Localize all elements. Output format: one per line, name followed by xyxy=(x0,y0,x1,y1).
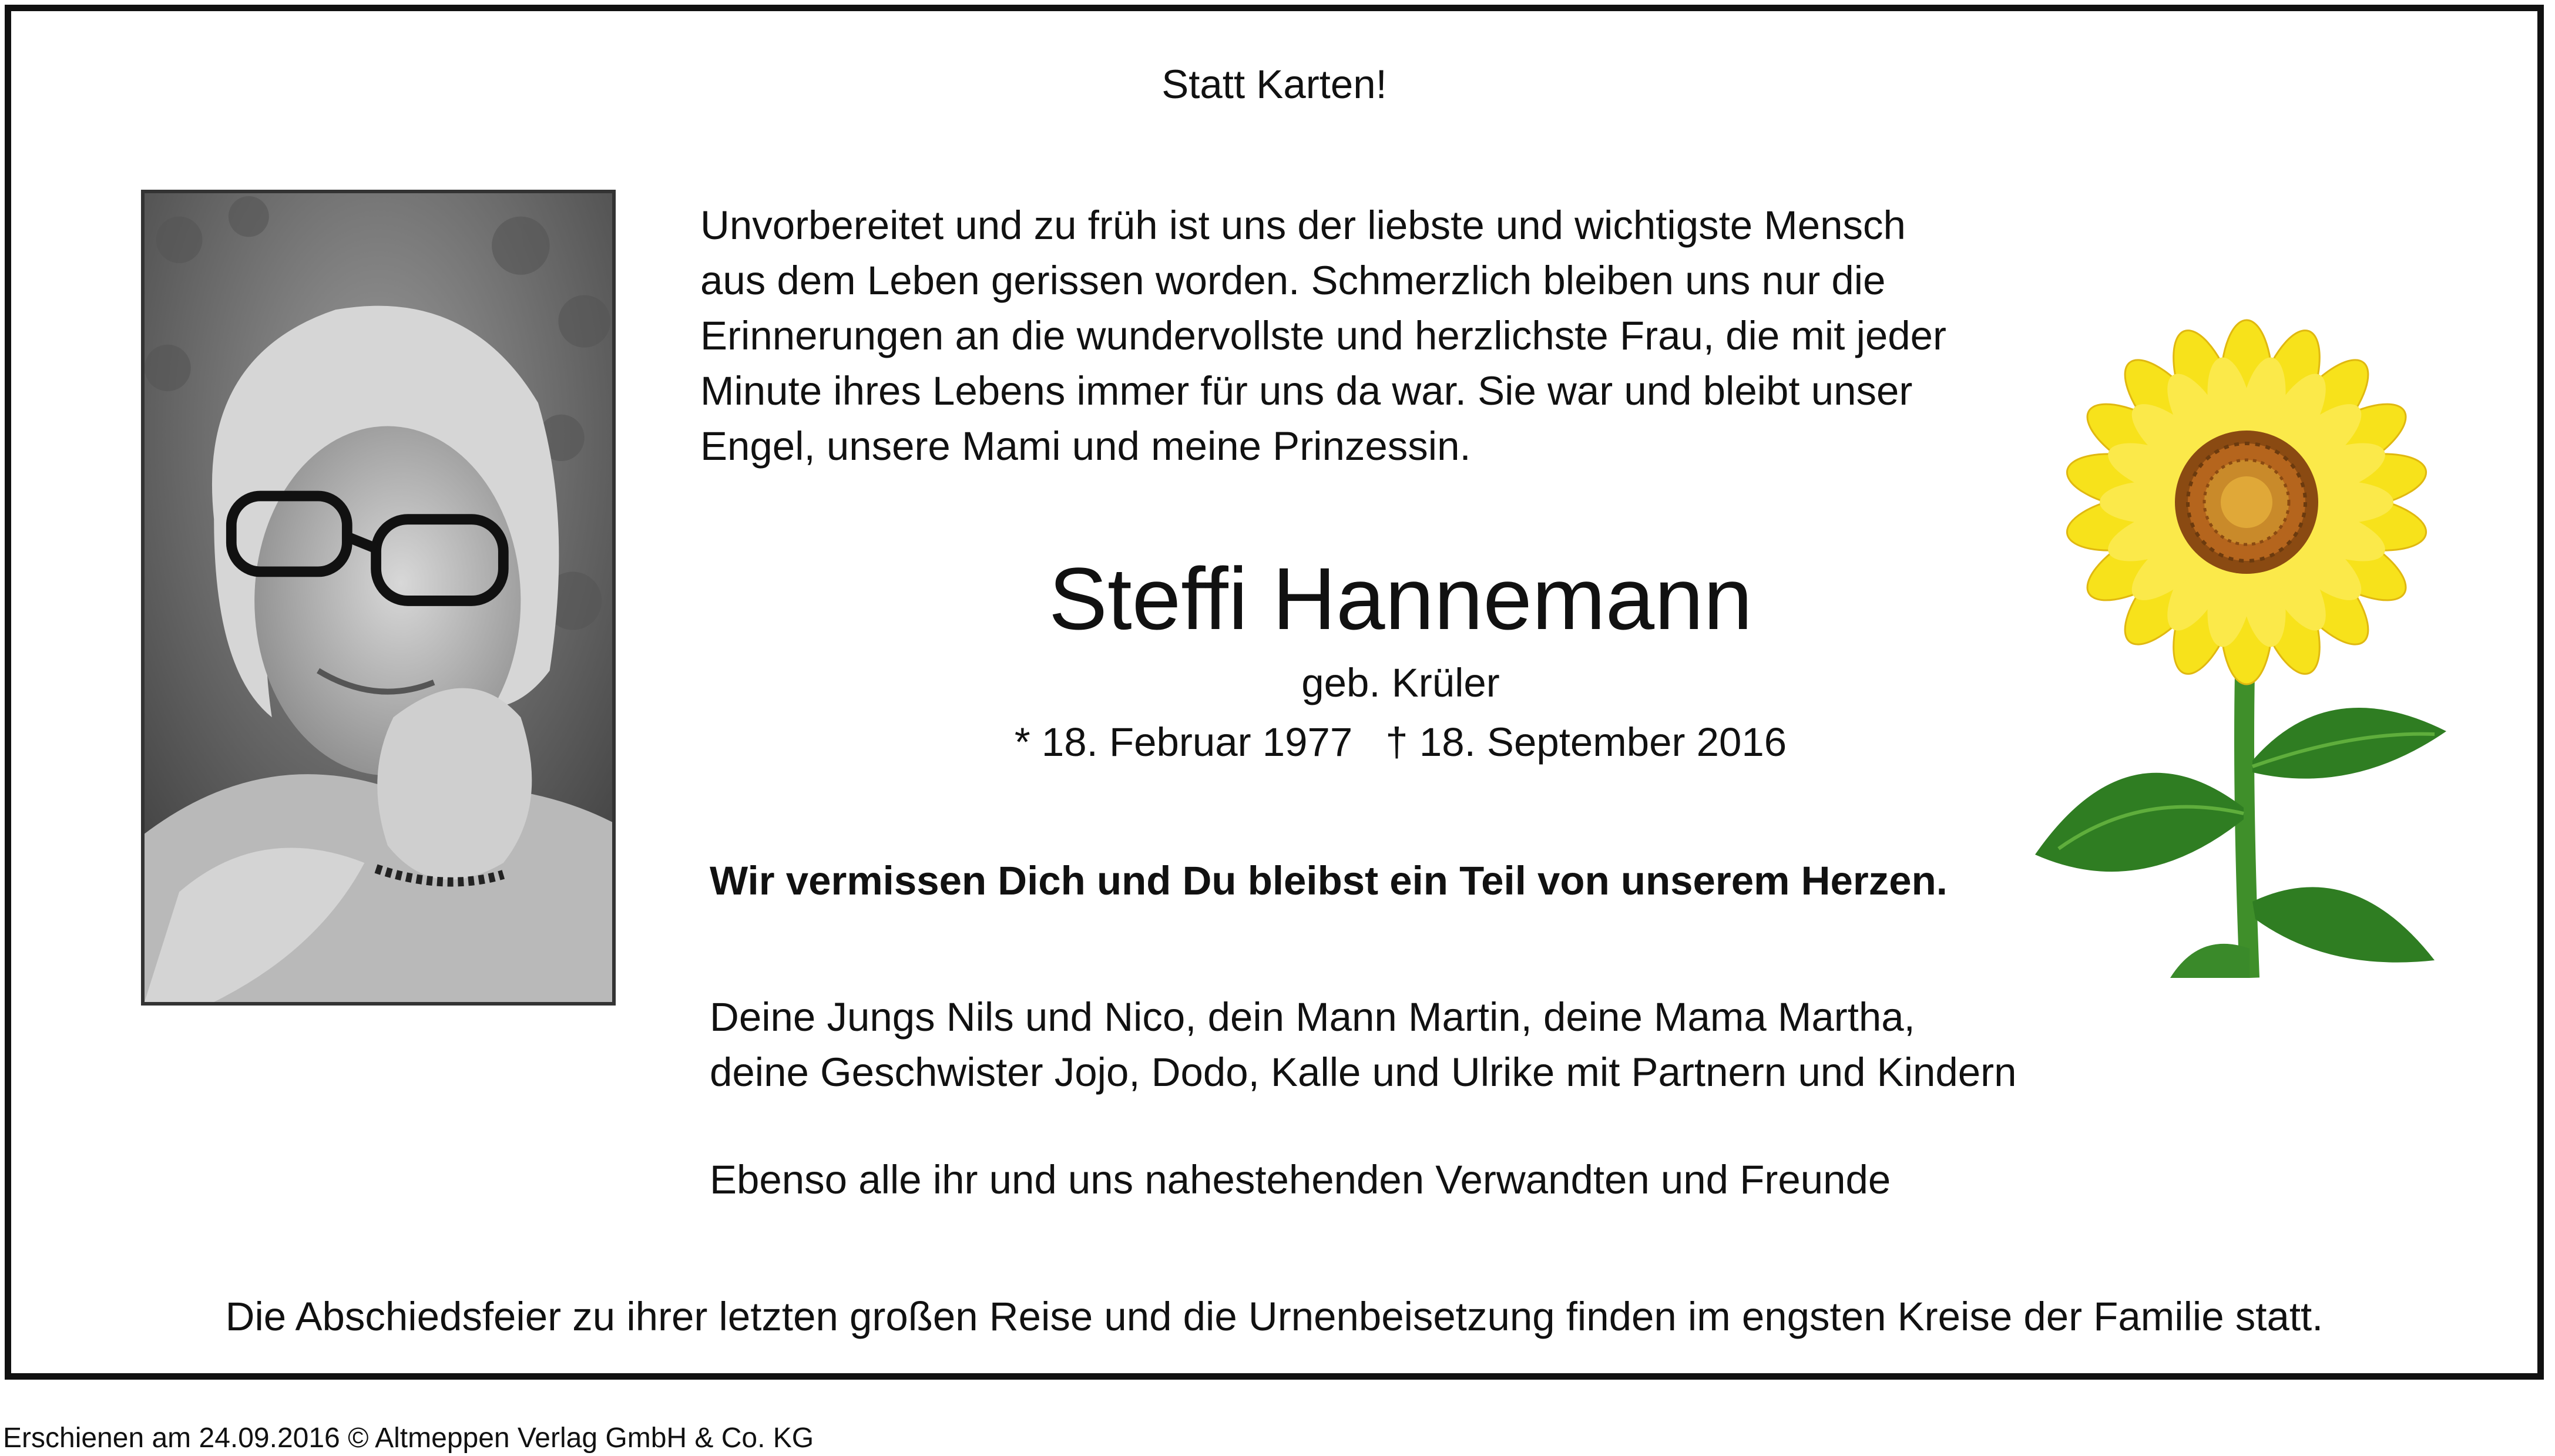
relatives-line: Ebenso alle ihr und uns nahestehenden Verwandten und Freunde xyxy=(710,1157,1891,1202)
life-dates xyxy=(699,716,2103,769)
intro-text xyxy=(700,198,2052,474)
header-statt-karten: Statt Karten! xyxy=(1161,62,1387,107)
intro-line: Unvorbereitet und zu früh ist uns der liebste und wichtigste Mensch xyxy=(700,203,1906,248)
sunflower-image xyxy=(2023,308,2470,978)
sunflower-icon xyxy=(2023,308,2470,978)
death-date: † 18. September 2016 xyxy=(1385,719,1787,765)
deceased-name: Steffi Hannemann xyxy=(1048,549,1753,648)
portrait-photo xyxy=(141,190,616,1006)
birth-name: geb. Krüler xyxy=(1301,660,1500,705)
family-line: deine Geschwister Jojo, Dodo, Kalle und Ulrike mit Partnern und Kindern xyxy=(710,1050,2017,1095)
intro-line: Engel, unsere Mami und meine Prinzessin. xyxy=(700,423,1471,469)
publication-footer: Erschienen am 24.09.2016 © Altmeppen Verlag GmbH & Co. KG xyxy=(3,1423,814,1454)
family-signature xyxy=(710,990,2016,1100)
portrait-image xyxy=(145,193,612,1002)
obituary-frame xyxy=(5,5,2544,1380)
intro-line: aus dem Leben gerissen worden. Schmerzlich bleiben uns nur die xyxy=(700,258,1886,303)
motto-text: Wir vermissen Dich und Du bleibst ein Teil von unserem Herzen. xyxy=(710,858,1948,903)
birth-date: * 18. Februar 1977 xyxy=(1014,719,1353,765)
ceremony-note: Die Abschiedsfeier zu ihrer letzten großen Reise und die Urnenbeisetzung finden im engsten Kreise der Familie statt. xyxy=(225,1294,2324,1339)
intro-line: Erinnerungen an die wundervollste und herzlichste Frau, die mit jeder xyxy=(700,313,1947,358)
family-line: Deine Jungs Nils und Nico, dein Mann Martin, deine Mama Martha, xyxy=(710,994,1915,1040)
intro-line: Minute ihres Lebens immer für uns da war. Sie war und bleibt unser xyxy=(700,368,1913,413)
